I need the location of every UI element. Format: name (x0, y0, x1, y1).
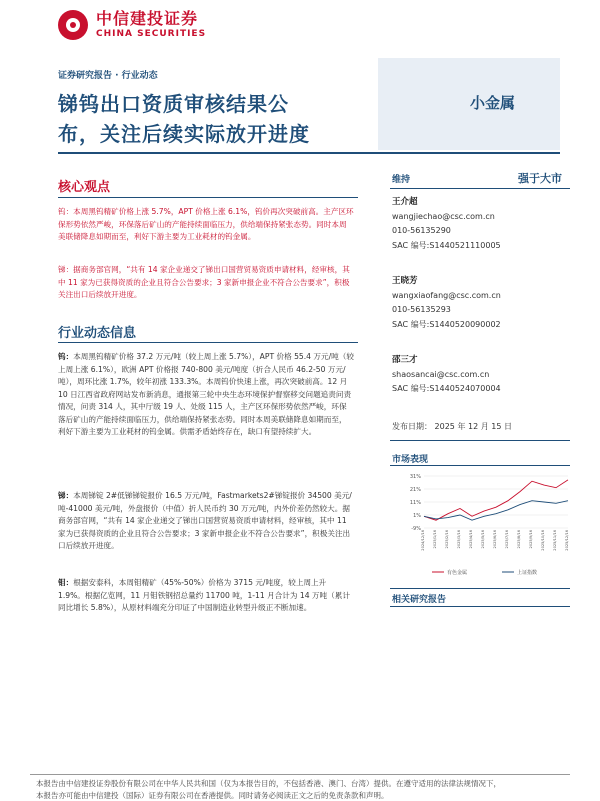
industry-paragraph-antimony (58, 490, 354, 553)
analyst-name: 邵三才 (392, 355, 418, 365)
x-tick-label: 2025/7/16 (505, 530, 509, 549)
sector-label: 小金属 (470, 94, 516, 112)
core-paragraph-antimony: 锑：据商务部官网，“共有 14 家企业递交了锑出口国营贸易资质申请材料，经审核，其中 11 家为已获得资质的企业且符合公告要求；3 家新申报企业不符合公告要求”，积极关注出口后续放开进度。 (58, 265, 350, 299)
industry-paragraph-tungsten (58, 351, 354, 439)
paragraph-text: 本周锑锭 2#低锑锑锭报价 16.5 万元/吨，Fastmarkets2#锑锭报价 34500 美元/吨-41000 美元/吨，外盘报价（中值）折人民币约 30 万元/吨，内外价差仍然较大。据商务部官网，“共有 14 家企业递交了锑出口国营贸易资质申请材料，经审核，其中 11 家为已获得资质的企业且符合公告要求；3 家新申报企业不符合公告要求”，积极关注出口后续放开进度。 (58, 491, 352, 550)
report-type: 证券研究报告 · 行业动态 (58, 71, 158, 81)
company-logo (58, 10, 206, 40)
x-tick-label: 2025/6/16 (493, 530, 497, 549)
industry-divider (58, 342, 358, 343)
y-tick-label: 11% (409, 500, 421, 506)
series-line (424, 501, 568, 521)
industry-heading: 行业动态信息 (58, 326, 137, 341)
x-tick-label: 2025/8/16 (517, 530, 521, 549)
legend-label: 有色金属 (447, 570, 468, 576)
analyst-card (392, 353, 572, 397)
footer-disclaimer-line1: 本报告由中信建投证券股份有限公司在中华人民共和国（仅为本报告目的，不包括香港、澳门、台湾）提供。在遵守适用的法律法规情况下， (36, 779, 501, 788)
report-title-line1: 锑钨出口资质审核结果公 (58, 92, 289, 116)
related-divider-bottom (390, 606, 570, 607)
core-paragraph-tungsten: 钨：本周黑钨精矿价格上涨 5.7%，APT 价格上涨 6.1%，钨价再次突破前高。主产区环保形势依然严峻，环保落后矿山的产能持续面临压力，供给端保持紧张态势。同时本周美联储降息如期而至，利好下游主要为工业耗材的钨金属。 (58, 207, 354, 241)
publish-date: 发布日期： 2025 年 12 月 15 日 (392, 422, 512, 431)
analyst-name: 王晓芳 (392, 276, 418, 286)
market-performance-divider (390, 465, 570, 466)
core-views-divider (58, 197, 358, 198)
title-divider (58, 152, 560, 154)
related-reports-heading: 相关研究报告 (392, 595, 447, 605)
related-divider-top (390, 588, 570, 589)
sector-box (378, 58, 560, 150)
analyst-sac: SAC 编号:S1440521110005 (392, 240, 501, 250)
x-tick-label: 2025/11/16 (553, 530, 557, 551)
paragraph-lead: 钨： (58, 352, 74, 361)
footer-divider (30, 774, 570, 775)
publish-date-divider (390, 440, 570, 441)
y-tick-label: 1% (413, 513, 421, 519)
logo-text (96, 10, 206, 40)
paragraph-text: 根据安泰科，本周钼精矿（45%-50%）价格为 3715 元/吨度，较上周上升 1.9%。根据亿览网，11 月钼铁钢招总量约 11700 吨，1-11 月合计为 14 万吨（累计同比增长 5.8%），从原材料端充分印证了中国制造业转型升级正不断加速。 (58, 578, 350, 612)
analyst-email: shaosancai@csc.com.cn (392, 369, 490, 379)
analyst-card (392, 274, 572, 332)
analyst-email: wangjiechao@csc.com.cn (392, 211, 495, 221)
market-performance-heading: 市场表现 (392, 455, 429, 465)
paragraph-text: 本周黑钨精矿价格 37.2 万元/吨（较上周上涨 5.7%），APT 价格 55.4 万元/吨（较上周上涨 6.1%），欧洲 APT 价格报 740-800 美元/吨度（折合人民币 46.2-50 万元/吨），周环比涨 1.7%，较年初涨 133.3%。本周钨价快速上涨，再次突破前高。12 月 10 日江西省政府网站发布新消息，通报第三轮中央生态环境保护督察移交问题追责问责情况，问责 314 人，其中厅级 19 人、处级 115 人，主产区环保形势依然严峻，环保落后矿山的产能持续面临压力，供给端保持紧张态势。同时本周美联储降息如期而至，利好下游主要为工业耗材的钨金属。供需矛盾始终存在，缺口有望持续扩大。 (58, 352, 354, 436)
company-logo-icon (58, 10, 88, 40)
core-views-heading: 核心观点 (58, 180, 111, 195)
market-performance-chart (392, 470, 572, 580)
logo-cn: 中信建投证券 (96, 9, 199, 28)
x-tick-label: 2025/5/16 (481, 530, 485, 549)
rating-label: 维持 (392, 175, 411, 185)
analyst-sac: SAC 编号:S1440520090002 (392, 319, 501, 329)
x-tick-label: 2025/10/16 (541, 530, 545, 551)
y-tick-label: -9% (411, 526, 421, 532)
x-tick-label: 2025/3/16 (457, 530, 461, 549)
x-tick-label: 2025/2/16 (445, 530, 449, 549)
industry-paragraph-molybdenum (58, 577, 354, 615)
paragraph-lead: 钼： (58, 578, 74, 587)
x-tick-label: 2025/4/16 (469, 530, 473, 549)
paragraph-lead: 锑： (58, 491, 74, 500)
x-tick-label: 2024/12/16 (421, 530, 425, 551)
y-tick-label: 31% (409, 474, 421, 480)
rating-value: 强于大市 (518, 172, 562, 185)
analyst-card (392, 195, 572, 253)
analyst-sac: SAC 编号:S1440524070004 (392, 384, 501, 393)
footer-disclaimer-line2: 本报告亦可能由中信建投（国际）证券有限公司在香港提供。同时请务必阅读正文之后的免责条款和声明。 (36, 791, 389, 800)
analyst-email: wangxiaofang@csc.com.cn (392, 290, 501, 300)
analyst-phone: 010-56135290 (392, 226, 451, 235)
legend-label: 上证指数 (517, 570, 538, 576)
x-tick-label: 2025/12/16 (565, 530, 569, 551)
analyst-phone: 010-56135293 (392, 305, 451, 314)
rating-bar (390, 168, 570, 189)
logo-en: CHINA SECURITIES (96, 29, 207, 39)
y-tick-label: 21% (409, 487, 421, 493)
report-title-line2: 布，关注后续实际放开进度 (58, 122, 310, 146)
x-tick-label: 2025/1/16 (433, 530, 437, 549)
x-tick-label: 2025/9/16 (529, 530, 533, 549)
analyst-name: 王介超 (392, 197, 418, 207)
